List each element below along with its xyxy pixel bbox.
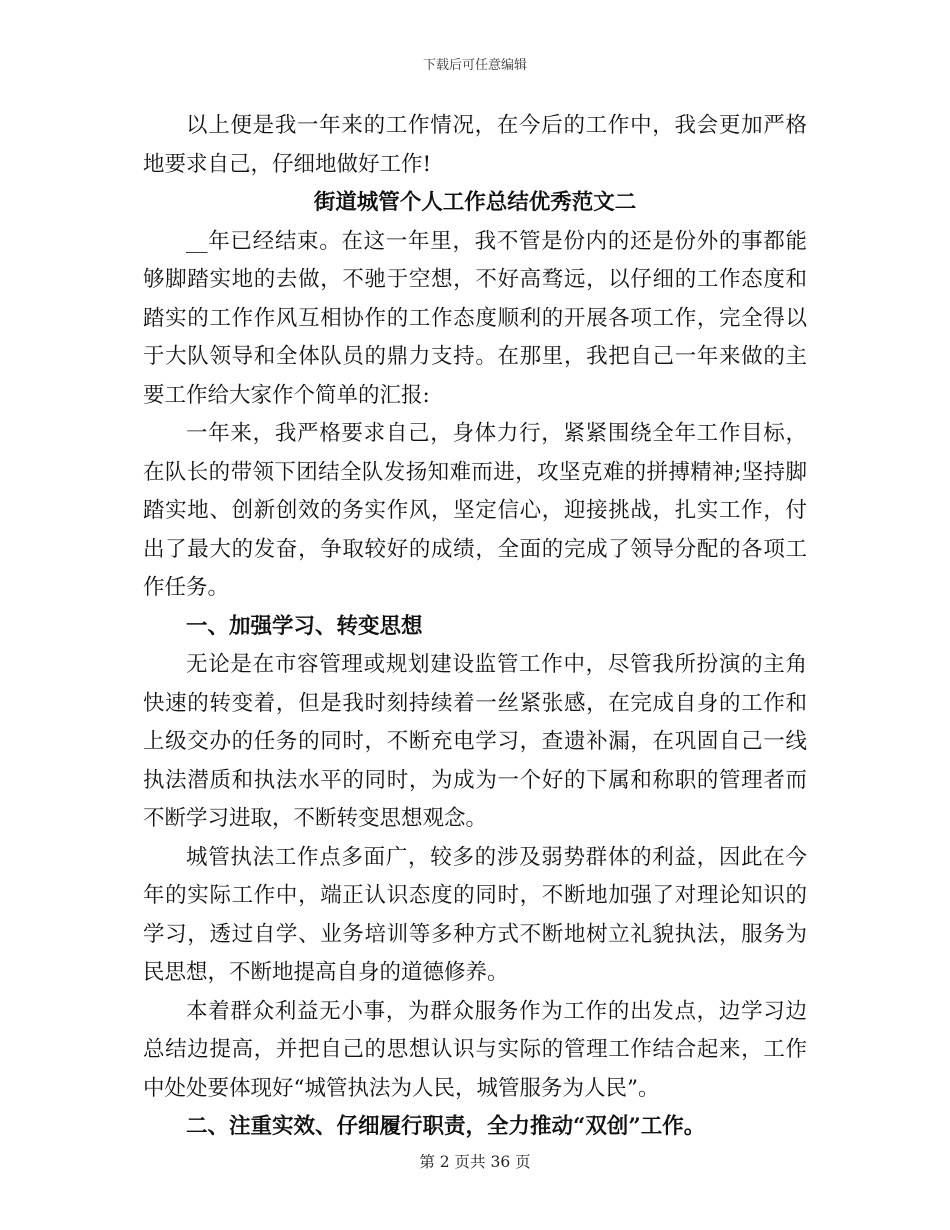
page-number: 第 2 页共 36 页	[419, 1153, 531, 1171]
paragraph-service: 本着群众利益无小事，为群众服务作为工作的出发点，边学习边总结边提高，并把自己的思想认识与实际的管理工作结合起来，工作中处处要体现好“城管执法为人民，城管服务为人民”。	[143, 998, 807, 1101]
section-heading-2: 二、注重实效、仔细履行职责，全力推动“双创”工作。	[186, 1114, 706, 1139]
paragraph-summary: 一年来，我严格要求自己，身体力行，紧紧围绕全年工作目标，在队长的带领下团结全队发扬知难而进，攻坚克难的拼搏精神;坚持脚踏实地、创新创效的务实作风，坚定信心，迎接挑战，扎实工作，付出了最大的发奋，争取较好的成绩，全面的完成了领导分配的各项工作任务。	[143, 421, 807, 600]
section-heading-1: 一、加强学习、转变思想	[186, 613, 423, 639]
paragraph-study: 无论是在市容管理或规划建设监管工作中，尽管我所扮演的主角快速的转变着，但是我时刻持续着一丝紧张感，在完成自身的工作和上级交办的任务的同时，不断充电学习，查遗补漏，在巩固自己一线执法潜质和执法水平的同时，为成为一个好的下属和称职的管理者而不断学习进取，不断转变思想观念。	[143, 652, 807, 831]
paragraph-closing: 以上便是我一年来的工作情况，在今后的工作中，我会更加严格地要求自己，仔细地做好工作!	[143, 113, 807, 177]
page-header-note: 下载后可任意编辑	[422, 58, 527, 73]
paragraph-enforcement: 城管执法工作点多面广，较多的涉及弱势群体的利益，因此在今年的实际工作中，端正认识态度的同时，不断地加强了对理论知识的学习，透过自学、业务培训等多种方式不断地树立礼貌执法，服务为民思想，不断地提高自身的道德修养。	[143, 844, 807, 985]
paragraph-intro: __年已经结束。在这一年里，我不管是份内的还是份外的事都能够脚踏实地的去做，不驰于空想，不好高骛远，以仔细的工作态度和踏实的工作作风互相协作的工作态度顺利的开展各项工作，完全得以于大队领导和全体队员的鼎力支持。在那里，我把自己一年来做的主要工作给大家作个简单的汇报:	[143, 228, 807, 408]
document-title: 街道城管个人工作总结优秀范文二	[313, 190, 637, 215]
document-body	[143, 107, 807, 1147]
